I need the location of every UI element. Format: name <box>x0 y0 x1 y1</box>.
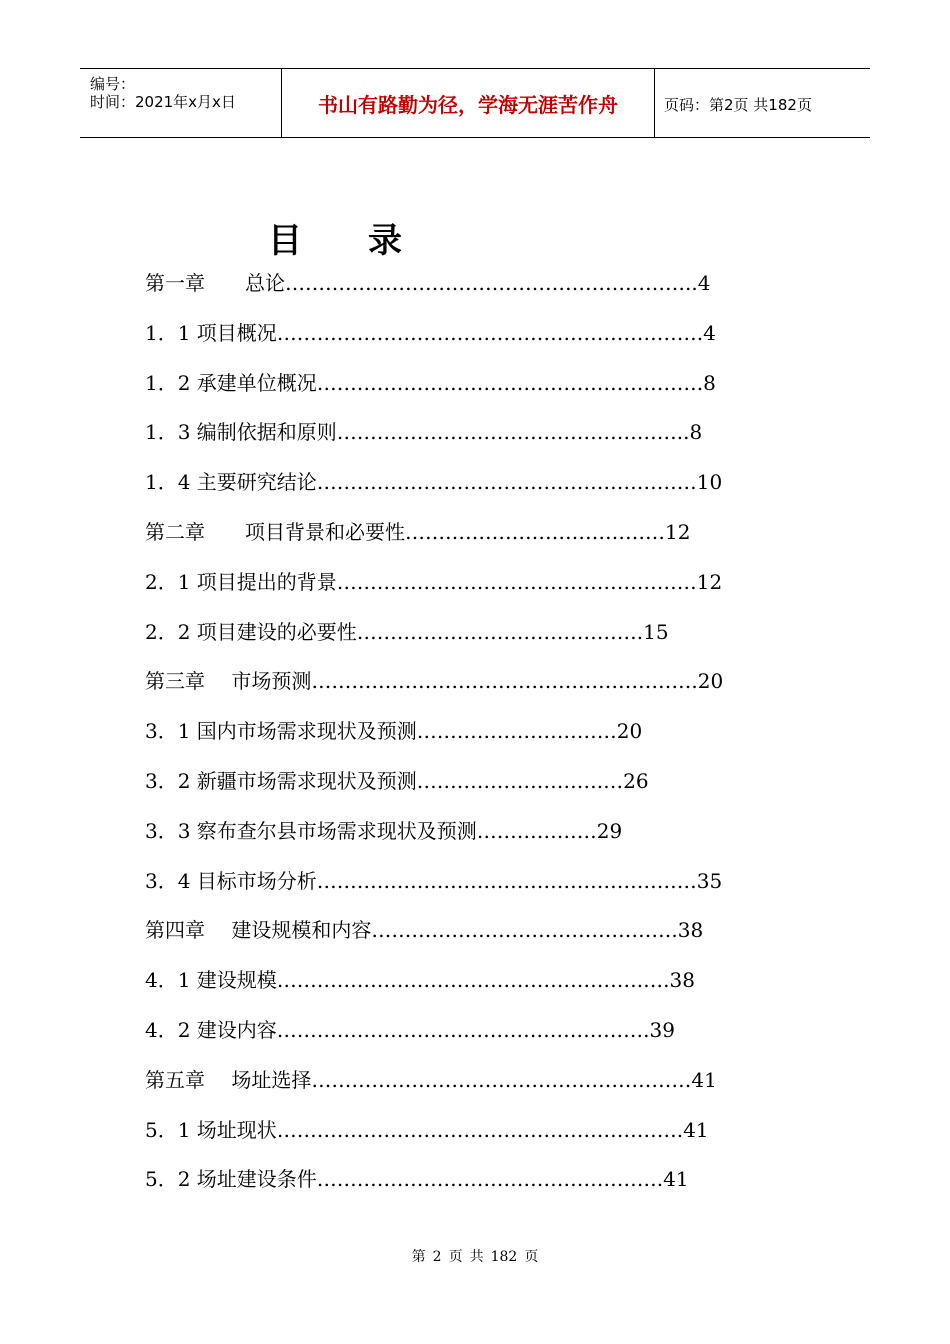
document-header <box>80 68 870 138</box>
toc-title-left: 目 <box>268 221 302 261</box>
document-date: 时间：2021年x月x日 <box>90 93 236 111</box>
page-footer <box>0 1246 950 1266</box>
toc-entry: 5．2 场址建设条件…………………………………………….41 <box>145 1167 689 1192</box>
footer-page-number: 2 <box>432 1249 442 1265</box>
toc-entry: 4．2 建设内容……………………….……………………….39 <box>145 1018 675 1042</box>
header-left-cell <box>80 69 281 137</box>
toc-entry: 1．3 编制依据和原则……………………………………………..8 <box>145 420 703 445</box>
footer-page-word-3: 页 <box>524 1249 539 1265</box>
footer-page-word-2: 页 <box>448 1249 463 1265</box>
toc-entry: 3．4 目标市场分析…………………………………………………35 <box>145 868 723 893</box>
toc-entry: 第四章 建设规模和内容……………………………………….38 <box>145 918 704 943</box>
toc-entry: 第一章 总论……………………………………………………..4 <box>145 271 711 295</box>
toc-title <box>268 213 402 262</box>
header-right-cell <box>654 69 870 137</box>
toc-entry: 第二章 项目背景和必要性…………………………………12 <box>145 520 691 544</box>
footer-page-word-1: 第 <box>411 1249 426 1265</box>
toc-entry: 1．1 项目概况……………………………………………………….4 <box>145 320 716 345</box>
toc-entry: 2．1 项目提出的背景………………………………………………12 <box>145 569 723 594</box>
header-middle-cell <box>281 69 655 137</box>
toc-entry: 1．2 承建单位概况………………………………………………….8 <box>145 370 716 395</box>
toc-entry: 5．1 场址现状…………………………………………………….41 <box>145 1117 709 1142</box>
footer-total-word: 共 <box>469 1249 484 1265</box>
toc-entry: 4．1 建设规模……………………………………………….….38 <box>145 968 695 993</box>
toc-entry: 第五章 场址选择…………………………………………………41 <box>145 1067 717 1092</box>
toc-entry: 1．4 主要研究结论…………………………………………………10 <box>145 470 723 495</box>
toc-entry: 3．2 新疆市场需求现状及预测……………………….…26 <box>145 769 649 793</box>
document-number-label: 编号： <box>90 75 136 93</box>
toc-entry: 3．1 国内市场需求现状及预测…………………………20 <box>145 719 643 744</box>
toc-entry: 2．2 项目建设的必要性…………………………………….15 <box>145 619 669 644</box>
footer-total-number: 182 <box>490 1249 518 1265</box>
toc-entry: 第三章 市场预测………………………………………………….20 <box>145 669 724 694</box>
header-page-code: 页码：第2页 共182页 <box>664 96 812 114</box>
toc-title-right: 录 <box>368 221 402 261</box>
header-motto: 书山有路勤为径，学海无涯苦作舟 <box>318 93 618 117</box>
toc-entry: 3．3 察布查尔县市场需求现状及预测………………29 <box>145 818 623 843</box>
